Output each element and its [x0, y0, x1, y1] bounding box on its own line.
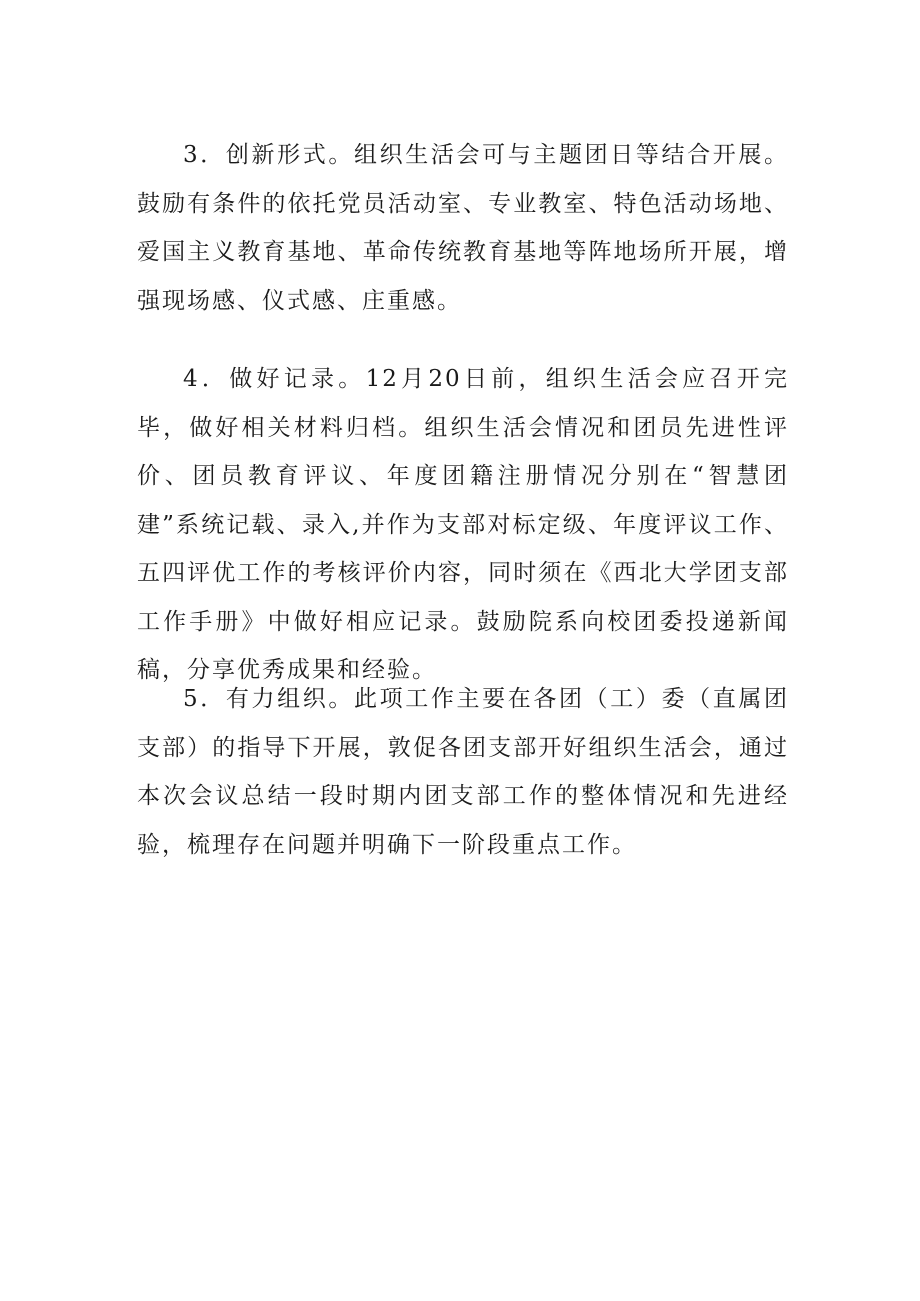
paragraph-item-4: 4．做好记录。12月20日前，组织生活会应召开完毕，做好相关材料归档。组织生活会情况和团员先进性评价、团员教育评议、年度团籍注册情况分别在“智慧团建”系统记载、录入,并作为支部对标定级、年度评议工作、五四评优工作的考核评价内容，同时须在《西北大学团支部工作手册》中做好相应记录。鼓励院系向校团委投递新闻稿，分享优秀成果和经验。 [137, 366, 789, 683]
paragraph-item-3: 3．创新形式。组织生活会可与主题团日等结合开展。鼓励有条件的依托党员活动室、专业教室、特色活动场地、爱国主义教育基地、革命传统教育基地等阵地场所开展，增强现场感、仪式感、庄重感。 [137, 142, 789, 314]
paragraph-item-5: 5．有力组织。此项工作主要在各团（工）委（直属团支部）的指导下开展，敦促各团支部开好组织生活会，通过本次会议总结一段时期内团支部工作的整体情况和先进经验，梳理存在问题并明确下一阶段重点工作。 [137, 686, 789, 858]
